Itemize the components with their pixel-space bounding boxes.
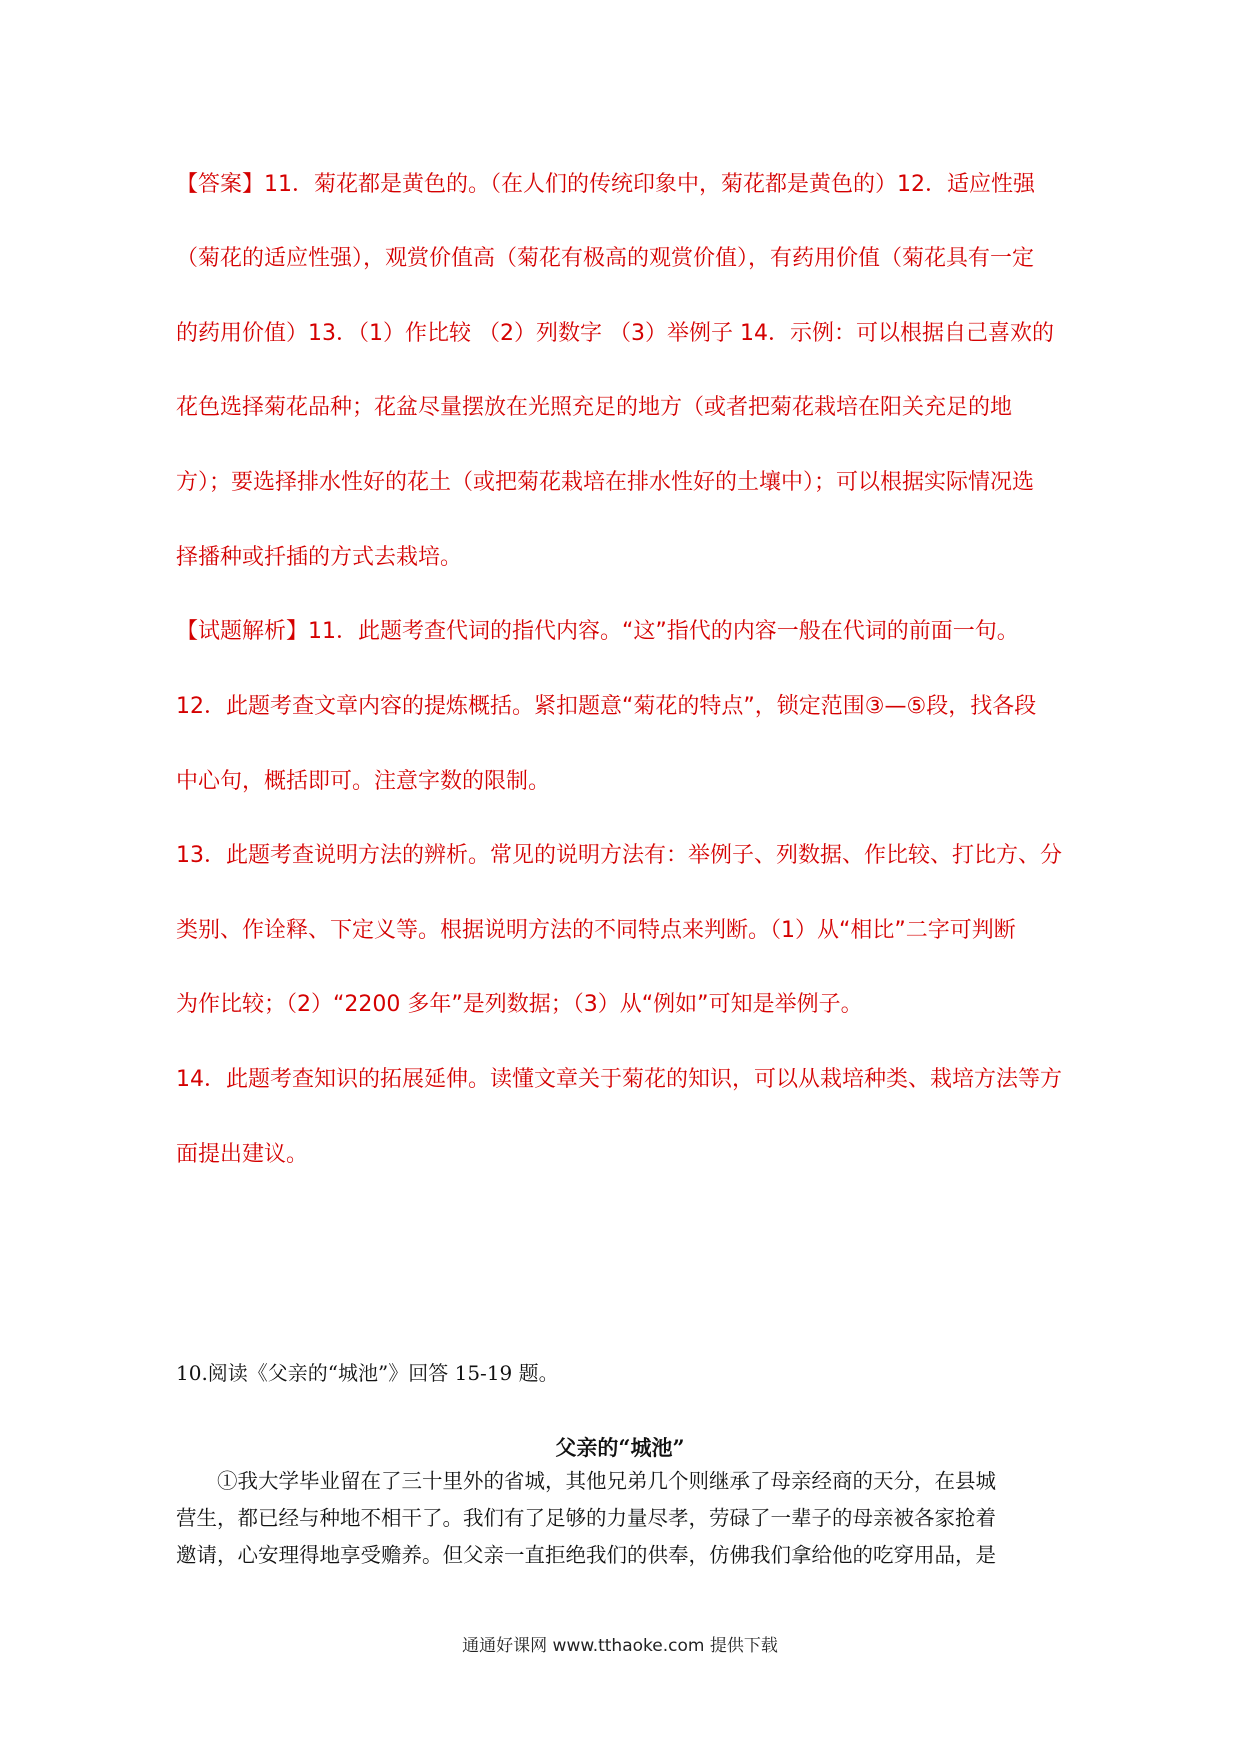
article-line: 营生，都已经与种地不相干了。我们有了足够的力量尽孝，劳碌了一辈子的母亲被各家抢着 <box>176 1506 996 1530</box>
article-line: ①我大学毕业留在了三十里外的省城，其他兄弟几个则继承了母亲经商的天分，在县城 <box>176 1469 996 1493</box>
article-line: 邀请，心安理得地享受赡养。但父亲一直拒绝我们的供奉，仿佛我们拿给他的吃穿用品，是 <box>176 1543 996 1567</box>
analysis-line: 类别、作诠释、下定义等。根据说明方法的不同特点来判断。（1）从“相比”二字可判断 <box>176 918 1016 943</box>
answer-line: 【答案】11．菊花都是黄色的。（在人们的传统印象中，菊花都是黄色的）12．适应性强 <box>176 172 1035 197</box>
analysis-line: 中心句，概括即可。注意字数的限制。 <box>176 769 551 794</box>
analysis-line: 12．此题考查文章内容的提炼概括。紧扣题意“菊花的特点”，锁定范围③—⑤段，找各段 <box>176 694 1037 719</box>
analysis-line: 为作比较；（2）“2200 多年”是列数据；（3）从“例如”可知是举例子。 <box>176 992 863 1017</box>
answer-line: 方）；要选择排水性好的花土（或把菊花栽培在排水性好的土壤中）；可以根据实际情况选 <box>176 470 1035 495</box>
article-title: 父亲的“城池” <box>555 1435 685 1460</box>
answer-line: 的药用价值）13．（1）作比较 （2）列数字 （3）举例子 14．示例：可以根据自己喜欢的 <box>176 321 1054 346</box>
page-footer: 通通好课网 www.tthaoke.com 提供下载 <box>462 1636 778 1656</box>
analysis-line: 13．此题考查说明方法的辨析。常见的说明方法有：举例子、列数据、作比较、打比方、分 <box>176 843 1062 868</box>
answer-line: 择播种或扦插的方式去栽培。 <box>176 545 463 570</box>
analysis-line: 面提出建议。 <box>176 1142 309 1167</box>
analysis-line: 【试题解析】11．此题考查代词的指代内容。“这”指代的内容一般在代词的前面一句。 <box>176 619 1019 644</box>
analysis-line: 14．此题考查知识的拓展延伸。读懂文章关于菊花的知识，可以从栽培种类、栽培方法等方 <box>176 1067 1062 1092</box>
answer-line: 花色选择菊花品种；花盆尽量摆放在光照充足的地方（或者把菊花栽培在阳关充足的地 <box>176 395 1013 420</box>
answer-line: （菊花的适应性强），观赏价值高（菊花有极高的观赏价值），有药用价值（菊花具有一定 <box>176 246 1035 271</box>
question-intro: 10.阅读《父亲的“城池”》回答 15-19 题。 <box>176 1361 559 1385</box>
